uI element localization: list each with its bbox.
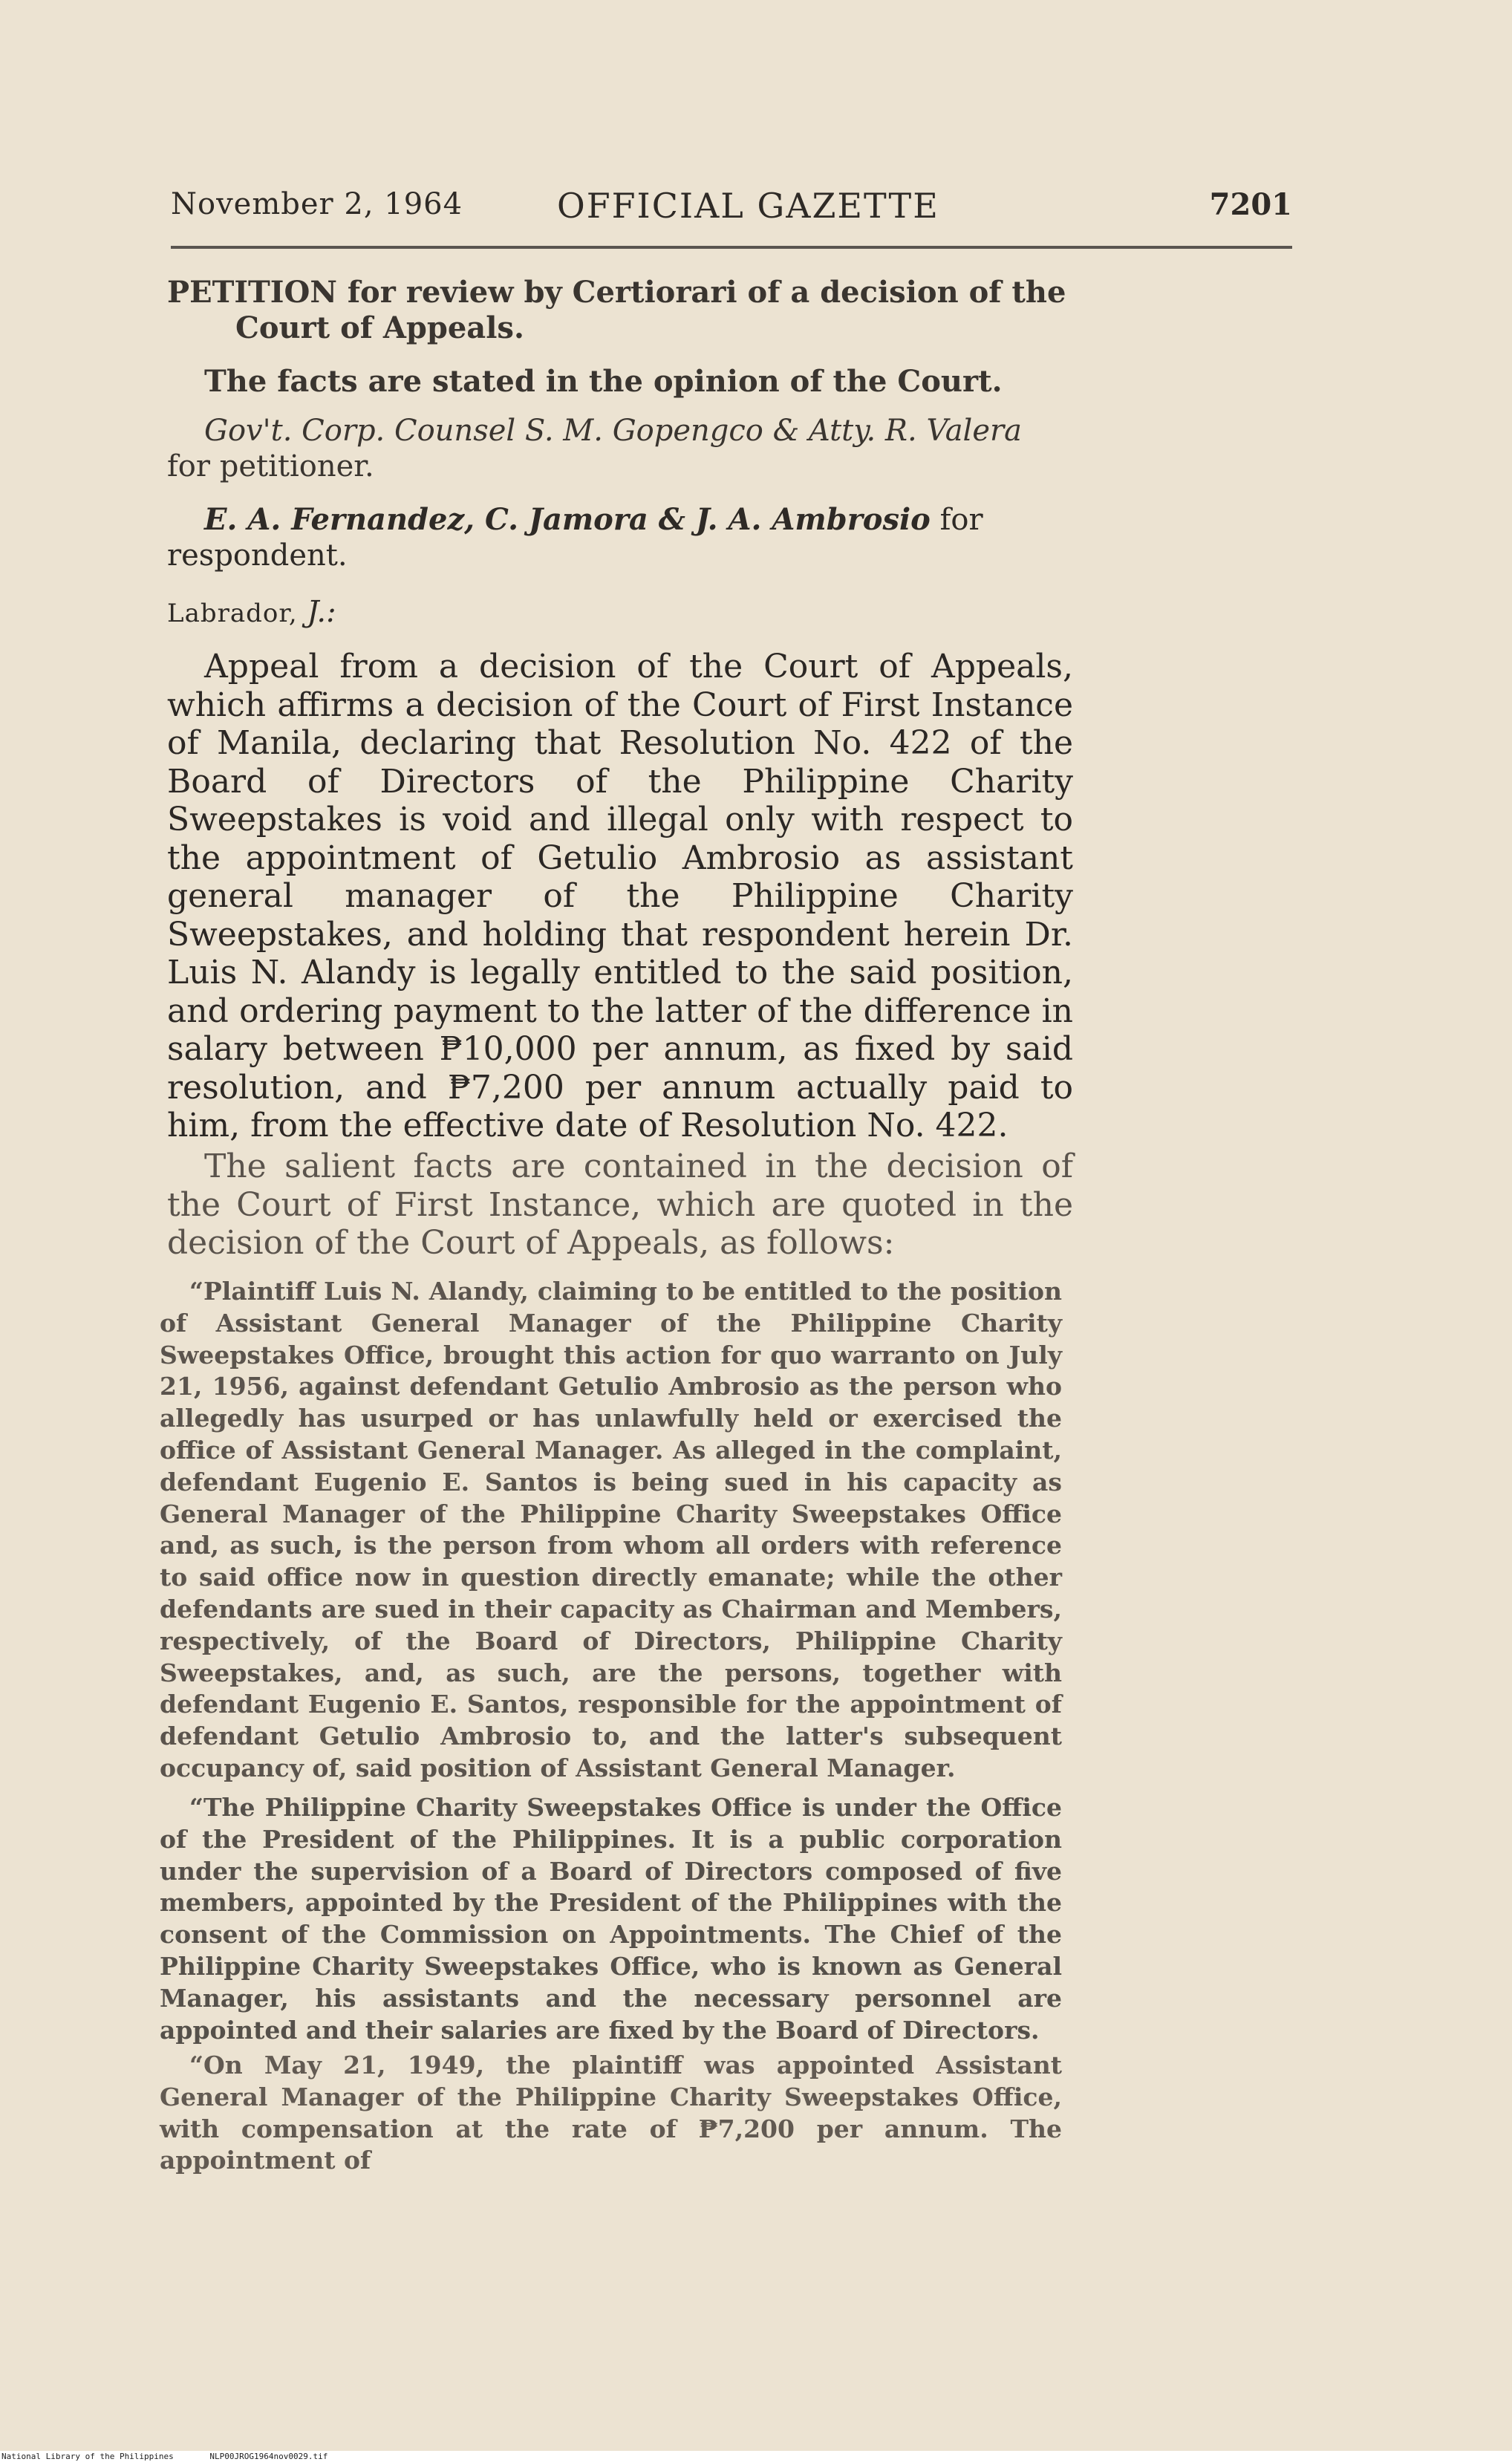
petition-line-2: Court of Appeals. [235,310,524,345]
quoted-paragraph-1: “Plaintiff Luis N. Alandy, claiming to be entitled to the position of Assistant General Manager of the Philippine Charity Sweepstakes Office, brought this action for quo warranto on July 21, 1956, against defendant Getulio Ambrosio as the person who allegedly has usurped or has unlawfully held or exercised the office of Assistant General Manager. As alleged in the complaint, defendant Eugenio E. Santos is being sued in his capacity as General Manager of the Philippine Charity Sweepstakes Office and, as such, is the person from whom all orders with reference to said office now in question directly emanate; while the other defendants are sued in their capacity as Chairman and Members, respectively, of the Board of Directors, Philippine Charity Sweepstakes, and, as such, are the persons, together with defendant Eugenio E. Santos, responsible for the appointment of defendant Getulio Ambrosio to, and the latter's subsequent occupancy of, said position of Assistant General Manager. [160,1277,1062,1782]
facts-statement: The facts are stated in the opinion of the Court. [204,364,1003,399]
author-title: J.: [307,595,336,629]
opinion-paragraph-2: The salient facts are contained in the decision of the Court of First Instance, which are quoted in the decision of the Court of Appeals, as follows: [167,1147,1073,1262]
issue-date: November 2, 1964 [171,187,463,221]
respondent-counsel-names: E. A. Fernandez, C. Jamora & J. A. Ambrosio [204,502,931,537]
quoted-paragraph-2: “The Philippine Charity Sweepstakes Office is under the Office of the President of the Philippines. It is a public corporation under the supervision of a Board of Directors composed of five members, appointed by the President of the Philippines with the consent of the Commission on Appointments. The Chief of the Philippine Charity Sweepstakes Office, who is known as General Manager, his assistants and the necessary personnel are appointed and their salaries are fixed by the Board of Directors. [160,1793,1062,2045]
author-name: Labrador, [167,599,298,628]
footer-library: National Library of the Philippines [1,2452,174,2461]
footer-file: NLP00JROG1964nov0029.tif [209,2452,328,2461]
opinion-paragraph-1: Appeal from a decision of the Court of Appeals, which affirms a decision of the Court of First Instance of Manila, declaring that Resolution No. 422 of the Board of Directors of the Philippine Charity Sweepstakes is void and illegal only with respect to the appointment of Getulio Ambrosio as assistant general manager of the Philippine Charity Sweepstakes, and holding that respondent herein Dr. Luis N. Alandy is legally entitled to the said position, and ordering payment to the latter of the difference in salary between ₱10,000 per annum, as fixed by said resolution, and ₱7,200 per annum actually paid to him, from the effective date of Resolution No. 422. [167,648,1073,1144]
page-header [171,187,1292,232]
header-rule [171,246,1292,249]
scan-footer [0,2451,1512,2462]
respondent-counsel-suffix: for respondent. [167,503,983,573]
petition-line-1: PETITION for review by Certiorari of a decision of the [167,275,1066,310]
petitioner-counsel-suffix: for petitioner. [167,449,374,483]
quoted-paragraph-3: “On May 21, 1949, the plaintiff was appointed Assistant General Manager of the Philippine Charity Sweepstakes Office, with compensation at the rate of ₱7,200 per annum. The appointment of [160,2051,1062,2175]
opinion-author [167,594,1073,631]
petitioner-counsel-names: Gov't. Corp. Counsel S. M. Gopengco & Atty. R. Valera [204,414,1022,448]
petition-caption [167,275,1073,346]
page-number: 7201 [1209,187,1292,222]
petitioner-counsel [167,413,1073,484]
respondent-counsel [167,502,1073,573]
publication-title: OFFICIAL GAZETTE [557,186,939,226]
